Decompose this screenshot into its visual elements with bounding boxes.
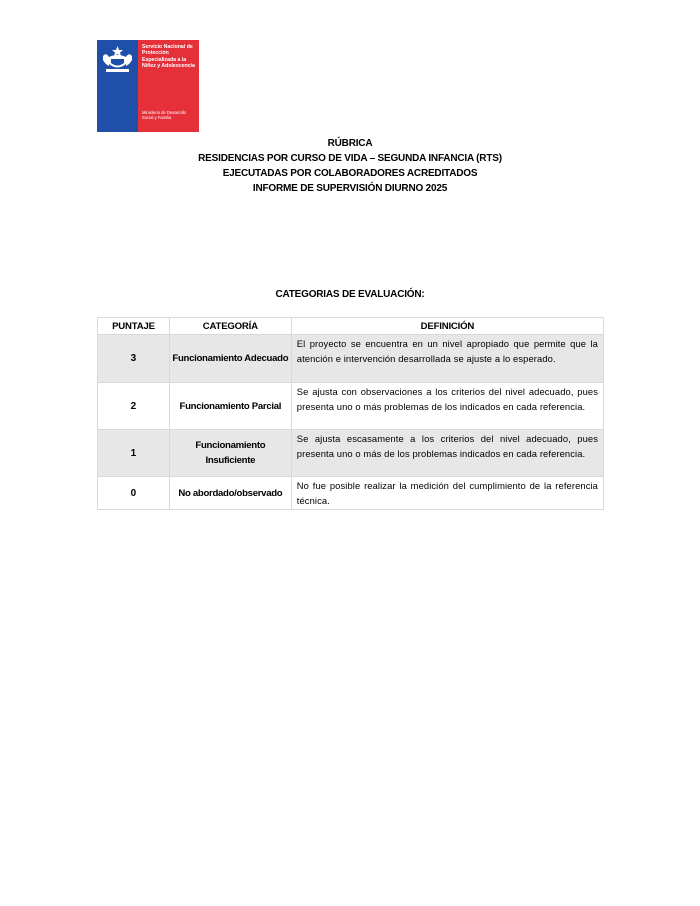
coat-of-arms-icon: [100, 44, 135, 74]
definition-cell: Se ajusta con observaciones a los criterios del nivel adecuado, pues presenta uno o más problemas de los indicados en cada referencia.: [291, 383, 603, 430]
title-line-2: RESIDENCIAS POR CURSO DE VIDA – SEGUNDA INFANCIA (RTS): [198, 153, 502, 164]
category-cell: No abordado/observado: [169, 477, 291, 510]
title-line-3: EJECUTADAS POR COLABORADORES ACREDITADOS: [222, 168, 478, 179]
table-row: [98, 335, 604, 383]
header-definition: DEFINICIÓN: [291, 318, 603, 335]
table-row: [98, 477, 604, 510]
rubric-table: [97, 317, 604, 510]
definition-cell: Se ajusta escasamente a los criterios del nivel adecuado, pues presenta uno o más de los problemas indicados en cada referencia.: [291, 430, 603, 477]
category-cell: Funcionamiento Insuficiente: [169, 430, 291, 477]
header-category: CATEGORÍA: [169, 318, 291, 335]
table-row: [98, 430, 604, 477]
category-cell: Funcionamiento Adecuado: [169, 335, 291, 383]
definition-cell: El proyecto se encuentra en un nivel apropiado que permite que la atención e intervención desarrollada se ajuste a lo esperado.: [291, 335, 603, 383]
logo-org-name: Servicio Nacional de Protección Especializada a la Niñez y Adolescencia: [142, 44, 195, 70]
score-cell: 0: [98, 477, 170, 510]
score-cell: 1: [98, 430, 170, 477]
definition-cell: No fue posible realizar la medición del cumplimiento de la referencia técnica.: [291, 477, 603, 510]
score-cell: 3: [98, 335, 170, 383]
header-score: PUNTAJE: [98, 318, 170, 335]
logo-ministry: Ministerio de Desarrollo Social y Familia: [142, 110, 186, 120]
score-cell: 2: [98, 383, 170, 430]
title-line-4: INFORME DE SUPERVISIÓN DIURNO 2025: [252, 183, 448, 194]
category-cell: Funcionamiento Parcial: [169, 383, 291, 430]
document-title-block: [0, 136, 700, 196]
table-header-row: [98, 318, 604, 335]
table-row: [98, 383, 604, 430]
title-line-1: RÚBRICA: [327, 138, 373, 149]
section-title: CATEGORIAS DE EVALUACIÓN:: [275, 289, 425, 300]
institution-logo: [97, 40, 199, 132]
logo-text-panel: [138, 40, 199, 132]
logo-seal-panel: [97, 40, 138, 132]
